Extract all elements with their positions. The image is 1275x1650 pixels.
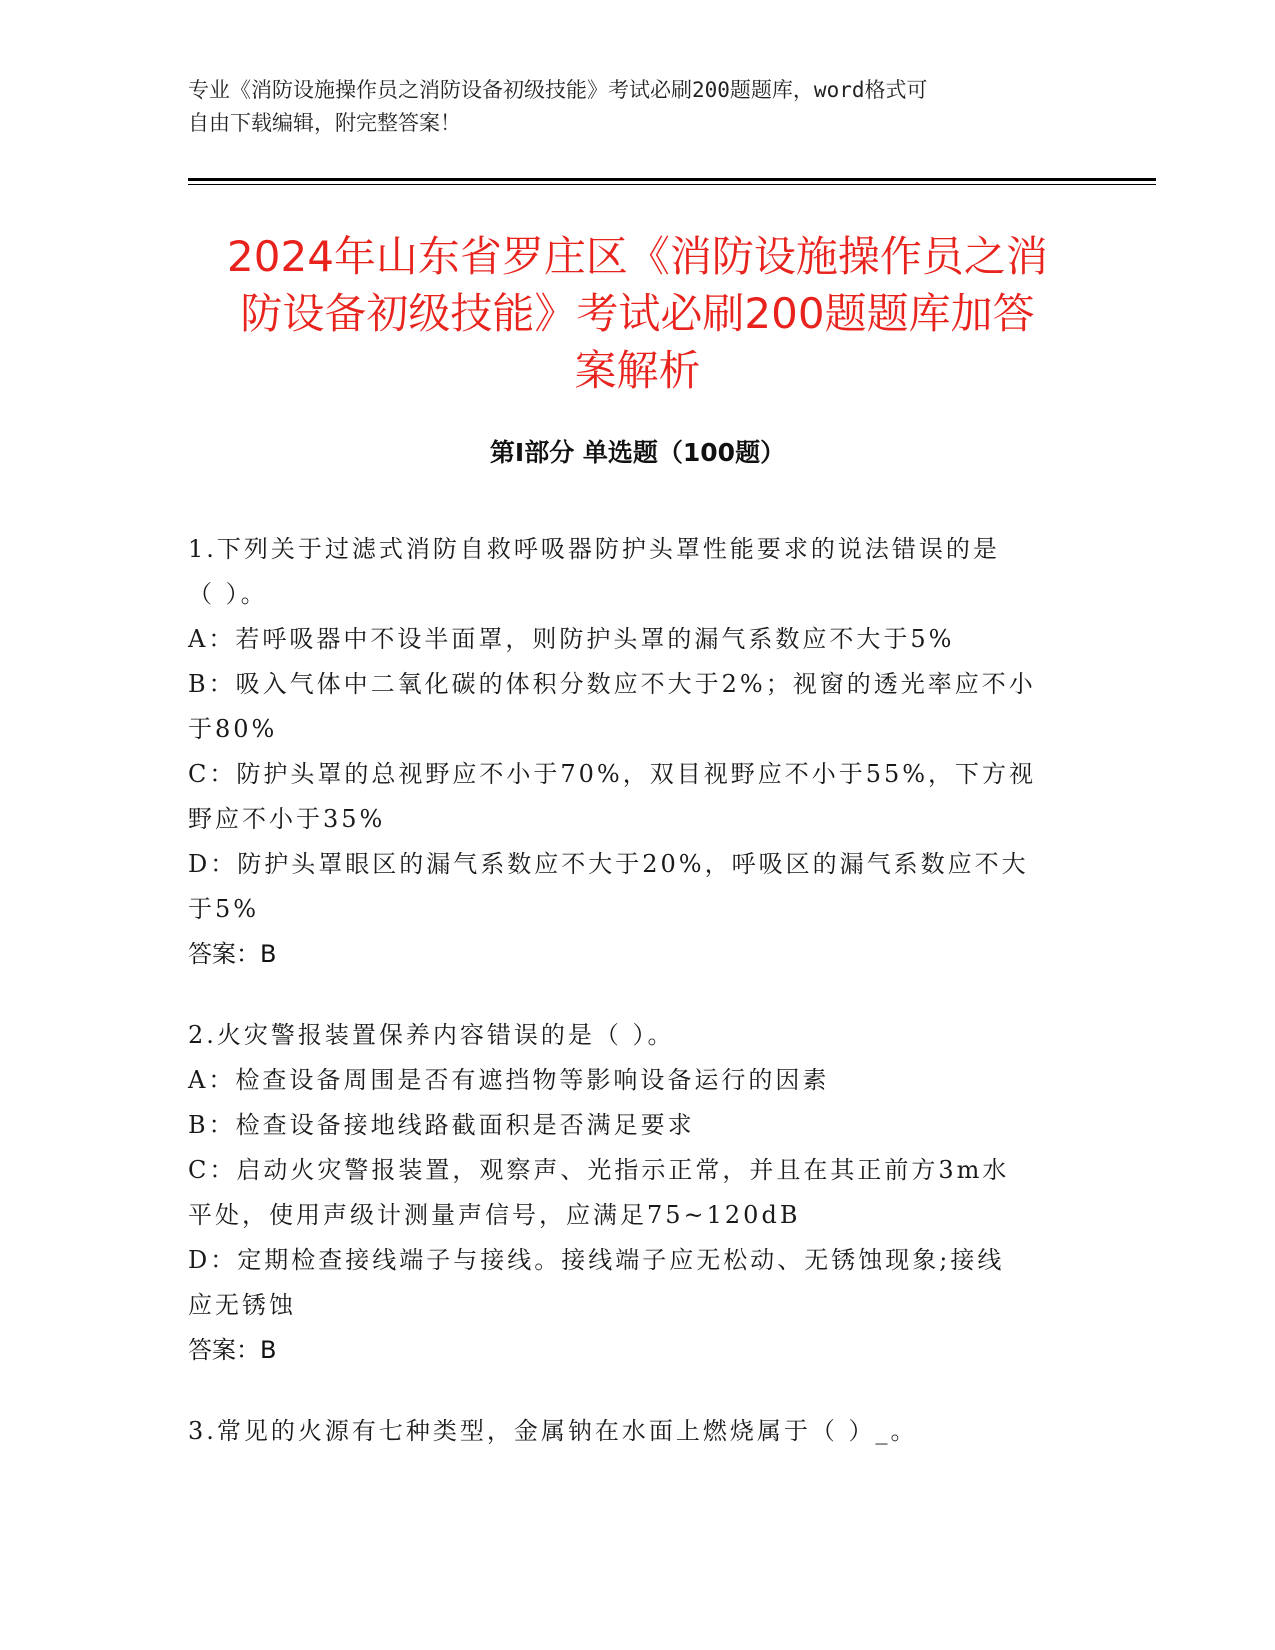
question-stem: 3.常见的火源有七种类型，金属钠在水面上燃烧属于（ ）_。	[188, 1417, 918, 1445]
question-stem-continued: （ ）。	[188, 580, 268, 608]
question-2	[188, 1013, 1093, 1373]
option-b: B：检查设备接地线路截面积是否满足要求	[188, 1111, 695, 1139]
document-title	[150, 228, 1125, 399]
section-heading: 第Ⅰ部分 单选题（100题）	[489, 438, 786, 467]
header-divider-thick	[188, 178, 1156, 181]
answer-line: 答案：B	[188, 1336, 277, 1364]
document-title-line-3: 案解析	[574, 346, 701, 395]
option-b-continued: 于80%	[188, 715, 278, 743]
option-c-continued: 平处，使用声级计测量声信号，应满足75~120dB	[188, 1201, 801, 1229]
option-c: C：防护头罩的总视野应不小于70%，双目视野应不小于55%，下方视	[188, 760, 1037, 788]
question-3	[188, 1409, 1093, 1454]
header-note-line-2: 自由下载编辑，附完整答案！	[188, 111, 461, 135]
option-a: A：检查设备周围是否有遮挡物等影响设备运行的因素	[188, 1066, 830, 1094]
question-stem: 1.下列关于过滤式消防自救呼吸器防护头罩性能要求的说法错误的是	[188, 535, 1000, 563]
header-divider-thin	[188, 184, 1156, 185]
question-stem: 2.火灾警报装置保养内容错误的是（ ）。	[188, 1021, 675, 1049]
option-d-continued: 应无锈蚀	[188, 1291, 296, 1319]
option-c-continued: 野应不小于35%	[188, 805, 386, 833]
document-title-line-2: 防设备初级技能》考试必刷200题题库加答	[240, 289, 1035, 338]
option-b: B：吸入气体中二氧化碳的体积分数应不大于2%；视窗的透光率应不小	[188, 670, 1036, 698]
option-d-continued: 于5%	[188, 895, 260, 923]
option-d: D：防护头罩眼区的漏气系数应不大于20%，呼吸区的漏气系数应不大	[188, 850, 1029, 878]
option-c: C：启动火灾警报装置，观察声、光指示正常，并且在其正前方3m水	[188, 1156, 1010, 1184]
header-note-line-1: 专业《消防设施操作员之消防设备初级技能》考试必刷200题题库，word格式可	[188, 78, 928, 102]
header-note	[188, 74, 1088, 140]
option-d: D：定期检查接线端子与接线。接线端子应无松动、无锈蚀现象;接线	[188, 1246, 1005, 1274]
option-a: A：若呼吸器中不设半面罩，则防护头罩的漏气系数应不大于5%	[188, 625, 955, 653]
answer-line: 答案：B	[188, 940, 277, 968]
document-title-line-1: 2024年山东省罗庄区《消防设施操作员之消	[227, 232, 1048, 281]
question-1	[188, 527, 1093, 977]
question-list	[188, 527, 1093, 1490]
